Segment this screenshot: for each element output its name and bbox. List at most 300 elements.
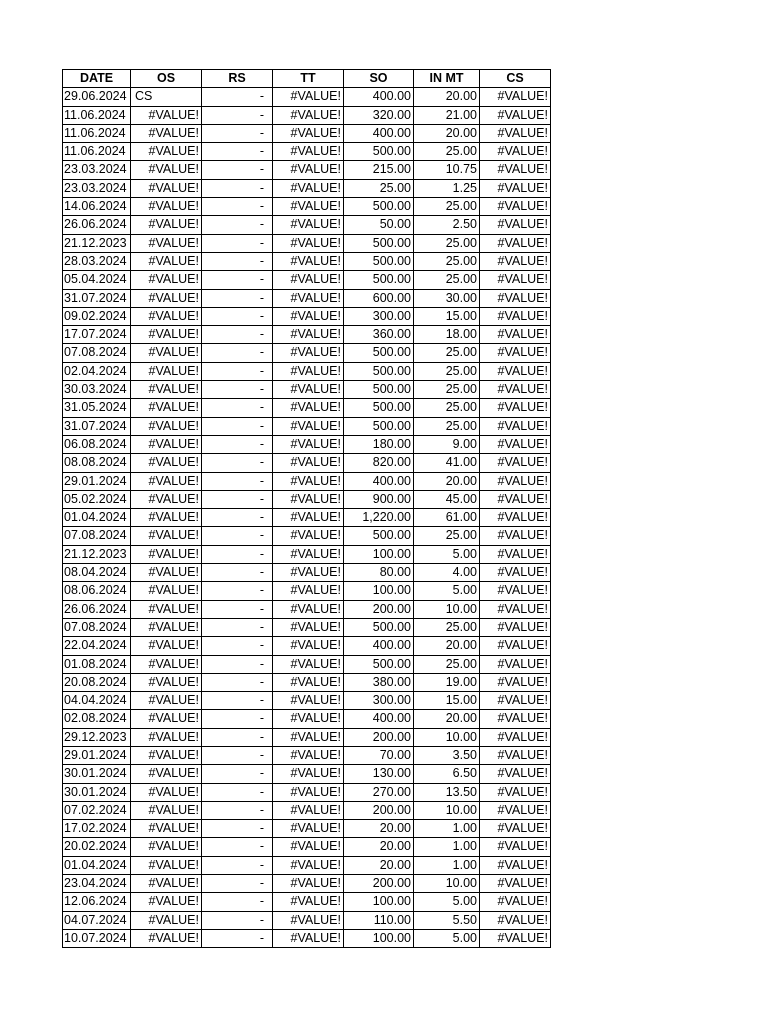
cell-in-mt[interactable]: 30.00: [414, 289, 480, 307]
cell-cs[interactable]: #VALUE!: [480, 911, 551, 929]
cell-date[interactable]: 06.08.2024: [63, 435, 131, 453]
cell-date[interactable]: 08.06.2024: [63, 582, 131, 600]
cell-so[interactable]: 20.00: [344, 838, 414, 856]
cell-date[interactable]: 14.06.2024: [63, 198, 131, 216]
cell-so[interactable]: 900.00: [344, 490, 414, 508]
cell-os[interactable]: #VALUE!: [131, 801, 202, 819]
cell-cs[interactable]: #VALUE!: [480, 124, 551, 142]
cell-rs[interactable]: -: [202, 124, 273, 142]
cell-in-mt[interactable]: 20.00: [414, 637, 480, 655]
cell-in-mt[interactable]: 15.00: [414, 307, 480, 325]
cell-date[interactable]: 23.03.2024: [63, 161, 131, 179]
cell-cs[interactable]: #VALUE!: [480, 801, 551, 819]
cell-tt[interactable]: #VALUE!: [273, 344, 344, 362]
cell-in-mt[interactable]: 25.00: [414, 399, 480, 417]
cell-cs[interactable]: #VALUE!: [480, 362, 551, 380]
cell-rs[interactable]: -: [202, 252, 273, 270]
cell-os[interactable]: #VALUE!: [131, 435, 202, 453]
cell-rs[interactable]: -: [202, 545, 273, 563]
cell-in-mt[interactable]: 25.00: [414, 271, 480, 289]
cell-so[interactable]: 1,220.00: [344, 509, 414, 527]
cell-os[interactable]: #VALUE!: [131, 710, 202, 728]
cell-cs[interactable]: #VALUE!: [480, 820, 551, 838]
cell-os[interactable]: #VALUE!: [131, 326, 202, 344]
cell-tt[interactable]: #VALUE!: [273, 399, 344, 417]
cell-so[interactable]: 100.00: [344, 893, 414, 911]
cell-so[interactable]: 360.00: [344, 326, 414, 344]
cell-rs[interactable]: -: [202, 527, 273, 545]
cell-in-mt[interactable]: 25.00: [414, 362, 480, 380]
cell-os[interactable]: #VALUE!: [131, 362, 202, 380]
cell-in-mt[interactable]: 5.00: [414, 893, 480, 911]
cell-os[interactable]: #VALUE!: [131, 344, 202, 362]
cell-in-mt[interactable]: 9.00: [414, 435, 480, 453]
cell-date[interactable]: 29.06.2024: [63, 88, 131, 106]
cell-so[interactable]: 380.00: [344, 673, 414, 691]
cell-rs[interactable]: -: [202, 911, 273, 929]
cell-tt[interactable]: #VALUE!: [273, 161, 344, 179]
cell-tt[interactable]: #VALUE!: [273, 124, 344, 142]
cell-cs[interactable]: #VALUE!: [480, 637, 551, 655]
cell-os[interactable]: #VALUE!: [131, 929, 202, 947]
cell-tt[interactable]: #VALUE!: [273, 929, 344, 947]
cell-cs[interactable]: #VALUE!: [480, 856, 551, 874]
cell-rs[interactable]: -: [202, 801, 273, 819]
cell-cs[interactable]: #VALUE!: [480, 88, 551, 106]
cell-rs[interactable]: -: [202, 143, 273, 161]
cell-cs[interactable]: #VALUE!: [480, 417, 551, 435]
cell-rs[interactable]: -: [202, 344, 273, 362]
cell-rs[interactable]: -: [202, 582, 273, 600]
cell-date[interactable]: 10.07.2024: [63, 929, 131, 947]
cell-tt[interactable]: #VALUE!: [273, 582, 344, 600]
cell-so[interactable]: 820.00: [344, 454, 414, 472]
cell-in-mt[interactable]: 25.00: [414, 252, 480, 270]
cell-date[interactable]: 31.05.2024: [63, 399, 131, 417]
cell-cs[interactable]: #VALUE!: [480, 875, 551, 893]
cell-tt[interactable]: #VALUE!: [273, 673, 344, 691]
cell-rs[interactable]: -: [202, 307, 273, 325]
cell-tt[interactable]: #VALUE!: [273, 600, 344, 618]
cell-in-mt[interactable]: 3.50: [414, 746, 480, 764]
cell-tt[interactable]: #VALUE!: [273, 435, 344, 453]
cell-date[interactable]: 29.01.2024: [63, 746, 131, 764]
cell-date[interactable]: 20.08.2024: [63, 673, 131, 691]
cell-date[interactable]: 01.04.2024: [63, 509, 131, 527]
cell-rs[interactable]: -: [202, 875, 273, 893]
cell-tt[interactable]: #VALUE!: [273, 655, 344, 673]
cell-cs[interactable]: #VALUE!: [480, 655, 551, 673]
cell-rs[interactable]: -: [202, 692, 273, 710]
cell-tt[interactable]: #VALUE!: [273, 289, 344, 307]
cell-rs[interactable]: -: [202, 710, 273, 728]
cell-so[interactable]: 300.00: [344, 692, 414, 710]
cell-tt[interactable]: #VALUE!: [273, 564, 344, 582]
cell-so[interactable]: 500.00: [344, 399, 414, 417]
cell-in-mt[interactable]: 1.00: [414, 820, 480, 838]
cell-so[interactable]: 200.00: [344, 801, 414, 819]
cell-os[interactable]: #VALUE!: [131, 124, 202, 142]
cell-in-mt[interactable]: 25.00: [414, 234, 480, 252]
cell-tt[interactable]: #VALUE!: [273, 271, 344, 289]
cell-rs[interactable]: -: [202, 637, 273, 655]
cell-so[interactable]: 200.00: [344, 600, 414, 618]
cell-so[interactable]: 400.00: [344, 472, 414, 490]
cell-date[interactable]: 26.06.2024: [63, 216, 131, 234]
cell-so[interactable]: 500.00: [344, 362, 414, 380]
cell-rs[interactable]: -: [202, 198, 273, 216]
cell-cs[interactable]: #VALUE!: [480, 289, 551, 307]
cell-date[interactable]: 07.08.2024: [63, 618, 131, 636]
cell-rs[interactable]: -: [202, 600, 273, 618]
cell-rs[interactable]: -: [202, 618, 273, 636]
cell-in-mt[interactable]: 1.25: [414, 179, 480, 197]
cell-tt[interactable]: #VALUE!: [273, 362, 344, 380]
cell-so[interactable]: 500.00: [344, 417, 414, 435]
cell-date[interactable]: 23.03.2024: [63, 179, 131, 197]
cell-so[interactable]: 400.00: [344, 88, 414, 106]
cell-cs[interactable]: #VALUE!: [480, 198, 551, 216]
cell-cs[interactable]: #VALUE!: [480, 472, 551, 490]
cell-tt[interactable]: #VALUE!: [273, 417, 344, 435]
cell-date[interactable]: 29.01.2024: [63, 472, 131, 490]
cell-in-mt[interactable]: 5.00: [414, 545, 480, 563]
cell-in-mt[interactable]: 5.00: [414, 582, 480, 600]
cell-tt[interactable]: #VALUE!: [273, 545, 344, 563]
cell-tt[interactable]: #VALUE!: [273, 509, 344, 527]
cell-date[interactable]: 05.04.2024: [63, 271, 131, 289]
cell-rs[interactable]: -: [202, 564, 273, 582]
cell-in-mt[interactable]: 5.00: [414, 929, 480, 947]
cell-so[interactable]: 100.00: [344, 929, 414, 947]
cell-os[interactable]: #VALUE!: [131, 307, 202, 325]
cell-so[interactable]: 400.00: [344, 124, 414, 142]
cell-os[interactable]: #VALUE!: [131, 198, 202, 216]
cell-date[interactable]: 30.03.2024: [63, 381, 131, 399]
cell-os[interactable]: #VALUE!: [131, 820, 202, 838]
cell-tt[interactable]: #VALUE!: [273, 911, 344, 929]
cell-date[interactable]: 09.02.2024: [63, 307, 131, 325]
cell-in-mt[interactable]: 61.00: [414, 509, 480, 527]
cell-date[interactable]: 31.07.2024: [63, 289, 131, 307]
cell-so[interactable]: 100.00: [344, 582, 414, 600]
cell-cs[interactable]: #VALUE!: [480, 527, 551, 545]
cell-so[interactable]: 500.00: [344, 344, 414, 362]
cell-os[interactable]: #VALUE!: [131, 161, 202, 179]
cell-in-mt[interactable]: 1.00: [414, 856, 480, 874]
cell-os[interactable]: #VALUE!: [131, 545, 202, 563]
cell-in-mt[interactable]: 19.00: [414, 673, 480, 691]
cell-so[interactable]: 600.00: [344, 289, 414, 307]
cell-tt[interactable]: #VALUE!: [273, 783, 344, 801]
cell-tt[interactable]: #VALUE!: [273, 875, 344, 893]
cell-tt[interactable]: #VALUE!: [273, 637, 344, 655]
cell-in-mt[interactable]: 5.50: [414, 911, 480, 929]
cell-os[interactable]: #VALUE!: [131, 637, 202, 655]
cell-so[interactable]: 500.00: [344, 271, 414, 289]
cell-so[interactable]: 200.00: [344, 875, 414, 893]
cell-date[interactable]: 11.06.2024: [63, 143, 131, 161]
cell-rs[interactable]: -: [202, 472, 273, 490]
cell-rs[interactable]: -: [202, 820, 273, 838]
cell-cs[interactable]: #VALUE!: [480, 838, 551, 856]
cell-tt[interactable]: #VALUE!: [273, 527, 344, 545]
cell-tt[interactable]: #VALUE!: [273, 618, 344, 636]
cell-rs[interactable]: -: [202, 326, 273, 344]
cell-os[interactable]: #VALUE!: [131, 893, 202, 911]
cell-cs[interactable]: #VALUE!: [480, 234, 551, 252]
cell-so[interactable]: 400.00: [344, 637, 414, 655]
cell-rs[interactable]: -: [202, 381, 273, 399]
cell-cs[interactable]: #VALUE!: [480, 326, 551, 344]
cell-os[interactable]: #VALUE!: [131, 783, 202, 801]
cell-so[interactable]: 400.00: [344, 710, 414, 728]
cell-so[interactable]: 100.00: [344, 545, 414, 563]
cell-date[interactable]: 29.12.2023: [63, 728, 131, 746]
cell-date[interactable]: 02.04.2024: [63, 362, 131, 380]
cell-os[interactable]: #VALUE!: [131, 564, 202, 582]
cell-rs[interactable]: -: [202, 765, 273, 783]
cell-os[interactable]: #VALUE!: [131, 289, 202, 307]
cell-date[interactable]: 31.07.2024: [63, 417, 131, 435]
cell-so[interactable]: 500.00: [344, 234, 414, 252]
cell-tt[interactable]: #VALUE!: [273, 106, 344, 124]
cell-rs[interactable]: -: [202, 673, 273, 691]
cell-os[interactable]: #VALUE!: [131, 618, 202, 636]
cell-in-mt[interactable]: 25.00: [414, 618, 480, 636]
cell-in-mt[interactable]: 41.00: [414, 454, 480, 472]
cell-cs[interactable]: #VALUE!: [480, 728, 551, 746]
cell-tt[interactable]: #VALUE!: [273, 381, 344, 399]
cell-so[interactable]: 500.00: [344, 381, 414, 399]
cell-date[interactable]: 08.04.2024: [63, 564, 131, 582]
cell-rs[interactable]: -: [202, 509, 273, 527]
cell-date[interactable]: 11.06.2024: [63, 106, 131, 124]
cell-date[interactable]: 30.01.2024: [63, 783, 131, 801]
cell-cs[interactable]: #VALUE!: [480, 710, 551, 728]
cell-cs[interactable]: #VALUE!: [480, 692, 551, 710]
cell-so[interactable]: 70.00: [344, 746, 414, 764]
cell-os[interactable]: #VALUE!: [131, 746, 202, 764]
cell-cs[interactable]: #VALUE!: [480, 893, 551, 911]
cell-rs[interactable]: -: [202, 106, 273, 124]
cell-date[interactable]: 11.06.2024: [63, 124, 131, 142]
cell-so[interactable]: 20.00: [344, 820, 414, 838]
cell-date[interactable]: 30.01.2024: [63, 765, 131, 783]
cell-os[interactable]: #VALUE!: [131, 838, 202, 856]
cell-tt[interactable]: #VALUE!: [273, 893, 344, 911]
cell-cs[interactable]: #VALUE!: [480, 929, 551, 947]
cell-tt[interactable]: #VALUE!: [273, 198, 344, 216]
cell-so[interactable]: 50.00: [344, 216, 414, 234]
cell-rs[interactable]: -: [202, 838, 273, 856]
cell-os[interactable]: #VALUE!: [131, 234, 202, 252]
cell-date[interactable]: 07.02.2024: [63, 801, 131, 819]
cell-os[interactable]: #VALUE!: [131, 692, 202, 710]
cell-cs[interactable]: #VALUE!: [480, 435, 551, 453]
cell-rs[interactable]: -: [202, 399, 273, 417]
cell-rs[interactable]: -: [202, 216, 273, 234]
cell-tt[interactable]: #VALUE!: [273, 728, 344, 746]
cell-date[interactable]: 02.08.2024: [63, 710, 131, 728]
cell-cs[interactable]: #VALUE!: [480, 618, 551, 636]
cell-in-mt[interactable]: 20.00: [414, 472, 480, 490]
cell-os[interactable]: #VALUE!: [131, 911, 202, 929]
cell-cs[interactable]: #VALUE!: [480, 765, 551, 783]
cell-rs[interactable]: -: [202, 490, 273, 508]
cell-in-mt[interactable]: 4.00: [414, 564, 480, 582]
cell-in-mt[interactable]: 10.00: [414, 875, 480, 893]
cell-tt[interactable]: #VALUE!: [273, 801, 344, 819]
cell-cs[interactable]: #VALUE!: [480, 783, 551, 801]
cell-in-mt[interactable]: 25.00: [414, 655, 480, 673]
cell-cs[interactable]: #VALUE!: [480, 673, 551, 691]
cell-tt[interactable]: #VALUE!: [273, 143, 344, 161]
cell-cs[interactable]: #VALUE!: [480, 381, 551, 399]
cell-date[interactable]: 08.08.2024: [63, 454, 131, 472]
cell-in-mt[interactable]: 18.00: [414, 326, 480, 344]
cell-os[interactable]: #VALUE!: [131, 179, 202, 197]
cell-cs[interactable]: #VALUE!: [480, 344, 551, 362]
cell-os[interactable]: #VALUE!: [131, 582, 202, 600]
cell-in-mt[interactable]: 15.00: [414, 692, 480, 710]
cell-cs[interactable]: #VALUE!: [480, 252, 551, 270]
cell-so[interactable]: 500.00: [344, 527, 414, 545]
cell-rs[interactable]: -: [202, 746, 273, 764]
cell-cs[interactable]: #VALUE!: [480, 600, 551, 618]
cell-tt[interactable]: #VALUE!: [273, 179, 344, 197]
cell-rs[interactable]: -: [202, 289, 273, 307]
cell-os[interactable]: #VALUE!: [131, 399, 202, 417]
cell-date[interactable]: 04.07.2024: [63, 911, 131, 929]
cell-rs[interactable]: -: [202, 893, 273, 911]
cell-os[interactable]: CS: [131, 88, 202, 106]
cell-so[interactable]: 80.00: [344, 564, 414, 582]
cell-so[interactable]: 500.00: [344, 252, 414, 270]
cell-os[interactable]: #VALUE!: [131, 417, 202, 435]
cell-os[interactable]: #VALUE!: [131, 765, 202, 783]
cell-in-mt[interactable]: 45.00: [414, 490, 480, 508]
cell-os[interactable]: #VALUE!: [131, 472, 202, 490]
cell-os[interactable]: #VALUE!: [131, 454, 202, 472]
cell-cs[interactable]: #VALUE!: [480, 509, 551, 527]
cell-date[interactable]: 01.08.2024: [63, 655, 131, 673]
cell-os[interactable]: #VALUE!: [131, 106, 202, 124]
cell-tt[interactable]: #VALUE!: [273, 252, 344, 270]
cell-os[interactable]: #VALUE!: [131, 509, 202, 527]
cell-in-mt[interactable]: 25.00: [414, 198, 480, 216]
cell-date[interactable]: 21.12.2023: [63, 234, 131, 252]
cell-os[interactable]: #VALUE!: [131, 216, 202, 234]
cell-rs[interactable]: -: [202, 929, 273, 947]
cell-in-mt[interactable]: 25.00: [414, 381, 480, 399]
cell-tt[interactable]: #VALUE!: [273, 820, 344, 838]
cell-rs[interactable]: -: [202, 728, 273, 746]
cell-os[interactable]: #VALUE!: [131, 252, 202, 270]
cell-cs[interactable]: #VALUE!: [480, 216, 551, 234]
cell-date[interactable]: 26.06.2024: [63, 600, 131, 618]
cell-date[interactable]: 17.02.2024: [63, 820, 131, 838]
cell-cs[interactable]: #VALUE!: [480, 399, 551, 417]
cell-in-mt[interactable]: 13.50: [414, 783, 480, 801]
cell-in-mt[interactable]: 25.00: [414, 143, 480, 161]
cell-tt[interactable]: #VALUE!: [273, 88, 344, 106]
cell-tt[interactable]: #VALUE!: [273, 746, 344, 764]
cell-cs[interactable]: #VALUE!: [480, 545, 551, 563]
cell-rs[interactable]: -: [202, 179, 273, 197]
cell-tt[interactable]: #VALUE!: [273, 856, 344, 874]
cell-tt[interactable]: #VALUE!: [273, 490, 344, 508]
cell-cs[interactable]: #VALUE!: [480, 454, 551, 472]
cell-in-mt[interactable]: 10.75: [414, 161, 480, 179]
cell-date[interactable]: 20.02.2024: [63, 838, 131, 856]
cell-rs[interactable]: -: [202, 783, 273, 801]
cell-in-mt[interactable]: 20.00: [414, 88, 480, 106]
cell-os[interactable]: #VALUE!: [131, 856, 202, 874]
cell-in-mt[interactable]: 21.00: [414, 106, 480, 124]
cell-so[interactable]: 215.00: [344, 161, 414, 179]
cell-os[interactable]: #VALUE!: [131, 527, 202, 545]
cell-cs[interactable]: #VALUE!: [480, 490, 551, 508]
cell-in-mt[interactable]: 25.00: [414, 527, 480, 545]
cell-so[interactable]: 130.00: [344, 765, 414, 783]
cell-date[interactable]: 23.04.2024: [63, 875, 131, 893]
cell-so[interactable]: 500.00: [344, 198, 414, 216]
cell-so[interactable]: 500.00: [344, 143, 414, 161]
cell-date[interactable]: 22.04.2024: [63, 637, 131, 655]
cell-date[interactable]: 04.04.2024: [63, 692, 131, 710]
cell-in-mt[interactable]: 1.00: [414, 838, 480, 856]
cell-in-mt[interactable]: 6.50: [414, 765, 480, 783]
cell-cs[interactable]: #VALUE!: [480, 106, 551, 124]
cell-date[interactable]: 12.06.2024: [63, 893, 131, 911]
cell-tt[interactable]: #VALUE!: [273, 692, 344, 710]
cell-rs[interactable]: -: [202, 234, 273, 252]
cell-so[interactable]: 25.00: [344, 179, 414, 197]
cell-tt[interactable]: #VALUE!: [273, 326, 344, 344]
cell-in-mt[interactable]: 20.00: [414, 124, 480, 142]
cell-os[interactable]: #VALUE!: [131, 381, 202, 399]
cell-in-mt[interactable]: 10.00: [414, 600, 480, 618]
cell-os[interactable]: #VALUE!: [131, 673, 202, 691]
cell-tt[interactable]: #VALUE!: [273, 838, 344, 856]
cell-os[interactable]: #VALUE!: [131, 600, 202, 618]
cell-cs[interactable]: #VALUE!: [480, 746, 551, 764]
cell-cs[interactable]: #VALUE!: [480, 582, 551, 600]
cell-rs[interactable]: -: [202, 454, 273, 472]
cell-rs[interactable]: -: [202, 435, 273, 453]
cell-so[interactable]: 180.00: [344, 435, 414, 453]
cell-so[interactable]: 300.00: [344, 307, 414, 325]
cell-rs[interactable]: -: [202, 655, 273, 673]
cell-cs[interactable]: #VALUE!: [480, 143, 551, 161]
cell-tt[interactable]: #VALUE!: [273, 765, 344, 783]
cell-cs[interactable]: #VALUE!: [480, 564, 551, 582]
cell-in-mt[interactable]: 10.00: [414, 728, 480, 746]
cell-os[interactable]: #VALUE!: [131, 143, 202, 161]
cell-os[interactable]: #VALUE!: [131, 655, 202, 673]
cell-so[interactable]: 200.00: [344, 728, 414, 746]
cell-so[interactable]: 110.00: [344, 911, 414, 929]
cell-in-mt[interactable]: 10.00: [414, 801, 480, 819]
cell-cs[interactable]: #VALUE!: [480, 161, 551, 179]
cell-rs[interactable]: -: [202, 271, 273, 289]
cell-tt[interactable]: #VALUE!: [273, 710, 344, 728]
cell-tt[interactable]: #VALUE!: [273, 454, 344, 472]
cell-cs[interactable]: #VALUE!: [480, 307, 551, 325]
cell-os[interactable]: #VALUE!: [131, 490, 202, 508]
cell-date[interactable]: 28.03.2024: [63, 252, 131, 270]
